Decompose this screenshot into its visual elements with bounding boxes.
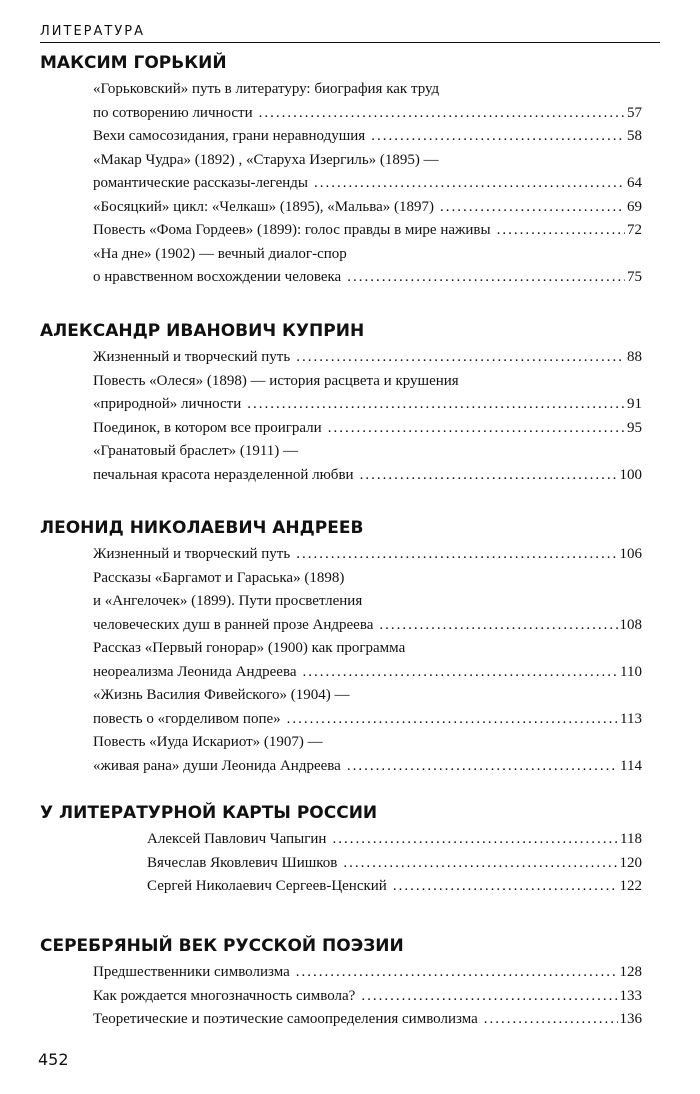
dot-leader: [303, 661, 619, 685]
entry-line: [93, 961, 642, 985]
entry-line: [93, 1008, 642, 1032]
entry-line: [93, 219, 642, 243]
entry-line: [93, 543, 642, 567]
toc-entry[interactable]: [93, 149, 642, 196]
entry-line: [93, 567, 642, 591]
toc-entry[interactable]: [93, 684, 642, 731]
toc-entry[interactable]: [93, 417, 642, 441]
entry-page-number: 113: [620, 710, 642, 727]
entry-line: [93, 985, 642, 1009]
dot-leader: [314, 172, 625, 196]
entry-page-number: 100: [619, 466, 642, 483]
entry-title-text: «Босяцкий» цикл: «Челкаш» (1895), «Мальва» (1897): [93, 198, 435, 215]
toc-entry[interactable]: [93, 346, 642, 370]
toc-entry[interactable]: [93, 1008, 642, 1032]
entry-title-text: Сергей Николаевич Сергеев-Ценский: [147, 878, 387, 894]
toc-entry[interactable]: [93, 985, 642, 1009]
dot-leader: [484, 1008, 618, 1032]
entry-title-text: человеческих душ в ранней прозе Андреева: [93, 616, 374, 633]
toc-entry[interactable]: [147, 828, 642, 852]
dot-leader: [440, 196, 625, 220]
toc-entry[interactable]: [93, 637, 642, 684]
section-title: ЛЕОНИД НИКОЛАЕВИЧ АНДРЕЕВ: [40, 518, 364, 538]
entry-title-text: «природной» личности: [93, 396, 242, 412]
entry-title-text: Поединок, в котором все проиграли: [93, 419, 322, 436]
entry-line: [93, 708, 642, 732]
entry-line: [93, 590, 642, 614]
dot-leader: [247, 393, 625, 417]
toc-section: [40, 52, 642, 290]
entry-title-text: и «Ангелочек» (1899). Пути просветления: [93, 593, 363, 609]
entry-page-number: 136: [619, 1011, 642, 1027]
toc-section: [40, 320, 642, 487]
entry-title-text: «На дне» (1902) — вечный диалог-спор: [93, 245, 347, 262]
toc-entry[interactable]: [93, 543, 642, 567]
entry-title-text: Как рождается многозначность символа?: [93, 987, 356, 1004]
entry-page-number: 91: [627, 396, 642, 412]
entry-page-number: 118: [620, 831, 642, 847]
toc-entry[interactable]: [93, 196, 642, 220]
entry-line: [147, 875, 642, 899]
entry-title-text: Повесть «Фома Гордеев» (1899): голос правды в мире наживы: [93, 222, 491, 238]
entry-page-number: 122: [619, 878, 642, 894]
entry-page-number: 75: [627, 269, 642, 285]
dot-leader: [393, 875, 618, 899]
dot-leader: [259, 102, 625, 126]
entry-page-number: 106: [619, 546, 642, 562]
toc-entry[interactable]: [147, 852, 642, 876]
entry-line: [93, 393, 642, 417]
entry-line: [93, 346, 642, 370]
toc-entry[interactable]: [93, 219, 642, 243]
entry-line: [93, 370, 642, 394]
dot-leader: [328, 417, 625, 441]
dot-leader: [371, 125, 625, 149]
page-number: 452: [38, 1050, 69, 1069]
entry-title-text: неореализма Леонида Андреева: [93, 663, 297, 680]
entry-page-number: 108: [619, 616, 642, 633]
toc-section: [40, 517, 642, 778]
toc-entry[interactable]: [93, 731, 642, 778]
entry-page-number: 57: [627, 104, 642, 121]
dot-leader: [347, 266, 625, 290]
toc-entry[interactable]: [93, 243, 642, 290]
entry-title-text: повесть о «горделивом попе»: [93, 710, 281, 727]
section-entries: [40, 78, 642, 290]
toc-section: [40, 935, 642, 1032]
entry-title-text: Предшественники символизма: [93, 964, 290, 980]
entry-title-text: «Гранатовый браслет» (1911) —: [93, 443, 299, 459]
toc-entry[interactable]: [93, 961, 642, 985]
entry-title-text: «Жизнь Василия Фивейского» (1904) —: [93, 687, 350, 703]
dot-leader: [296, 961, 618, 985]
entry-page-number: 88: [627, 349, 642, 365]
entry-title-text: Жизненный и творческий путь: [93, 546, 291, 562]
running-header-title: ЛИТЕРАТУРА: [40, 24, 145, 39]
toc-entry[interactable]: [147, 875, 642, 899]
entry-line: [147, 852, 642, 876]
entry-line: [93, 417, 642, 441]
section-title: У ЛИТЕРАТУРНОЙ КАРТЫ РОССИИ: [40, 803, 378, 823]
entry-line: [93, 614, 642, 638]
toc-entry[interactable]: [93, 125, 642, 149]
entry-page-number: 72: [627, 222, 642, 238]
section-entries: [40, 543, 642, 778]
dot-leader: [347, 755, 618, 779]
entry-page-number: 64: [627, 175, 642, 191]
entry-line: [93, 78, 642, 102]
toc-entry[interactable]: [93, 78, 642, 125]
section-entries: [40, 346, 642, 487]
entry-title-text: Алексей Павлович Чапыгин: [147, 831, 327, 847]
entry-line: [93, 149, 642, 173]
entry-line: [93, 464, 642, 488]
dot-leader: [296, 346, 625, 370]
entry-page-number: 120: [619, 854, 642, 871]
entry-title-text: романтические рассказы-легенды: [93, 175, 309, 191]
entry-page-number: 110: [620, 663, 642, 680]
dot-leader: [343, 852, 617, 876]
toc-entry[interactable]: [93, 440, 642, 487]
entry-title-text: Рассказы «Баргамот и Гараська» (1898): [93, 569, 345, 586]
entry-title-text: «живая рана» души Леонида Андреева: [93, 757, 341, 774]
section-entries: [40, 828, 642, 899]
toc-entry[interactable]: [93, 370, 642, 417]
entry-line: [93, 440, 642, 464]
dot-leader: [287, 708, 618, 732]
entry-line: [93, 661, 642, 685]
dot-leader: [361, 985, 617, 1009]
entry-title-text: «Горьковский» путь в литературу: биография как труд: [93, 81, 440, 97]
entry-page-number: 114: [620, 757, 642, 774]
entry-title-text: печальная красота неразделенной любви: [93, 466, 354, 483]
dot-leader: [379, 614, 617, 638]
entry-title-text: Вехи самосозидания, грани неравнодушия: [93, 128, 366, 144]
entry-title-text: «Макар Чудра» (1892) , «Старуха Изергиль» (1895) —: [93, 151, 439, 168]
entry-title-text: о нравственном восхождении человека: [93, 269, 342, 285]
entry-title-text: Повесть «Олеся» (1898) — история расцвета и крушения: [93, 372, 459, 389]
entry-line: [93, 266, 642, 290]
entry-title-text: Повесть «Иуда Искариот» (1907) —: [93, 734, 323, 750]
entry-line: [147, 828, 642, 852]
section-title: МАКСИМ ГОРЬКИЙ: [40, 53, 227, 73]
section-title: АЛЕКСАНДР ИВАНОВИЧ КУПРИН: [40, 321, 365, 341]
section-title: СЕРЕБРЯНЫЙ ВЕК РУССКОЙ ПОЭЗИИ: [40, 936, 404, 956]
entry-title-text: Жизненный и творческий путь: [93, 349, 291, 365]
toc-entry[interactable]: [93, 567, 642, 638]
entry-line: [93, 637, 642, 661]
entry-page-number: 95: [627, 419, 642, 436]
entry-title-text: Вячеслав Яковлевич Шишков: [147, 854, 338, 871]
dot-leader: [332, 828, 618, 852]
entry-line: [93, 755, 642, 779]
entry-line: [93, 102, 642, 126]
entry-line: [93, 196, 642, 220]
entry-title-text: Рассказ «Первый гонорар» (1900) как программа: [93, 640, 406, 656]
entry-line: [93, 125, 642, 149]
entry-title-text: Теоретические и поэтические самоопределения символизма: [93, 1011, 478, 1027]
entry-page-number: 133: [619, 987, 642, 1004]
entry-title-text: по сотворению личности: [93, 104, 253, 121]
section-entries: [40, 961, 642, 1032]
entry-page-number: 128: [619, 964, 642, 980]
entry-page-number: 58: [627, 128, 642, 144]
entry-line: [93, 172, 642, 196]
dot-leader: [360, 464, 618, 488]
running-header: [40, 22, 660, 43]
entry-page-number: 69: [627, 198, 642, 215]
entry-line: [93, 243, 642, 267]
dot-leader: [296, 543, 617, 567]
toc-section: [40, 802, 642, 899]
entry-line: [93, 731, 642, 755]
entry-line: [93, 684, 642, 708]
dot-leader: [497, 219, 625, 243]
